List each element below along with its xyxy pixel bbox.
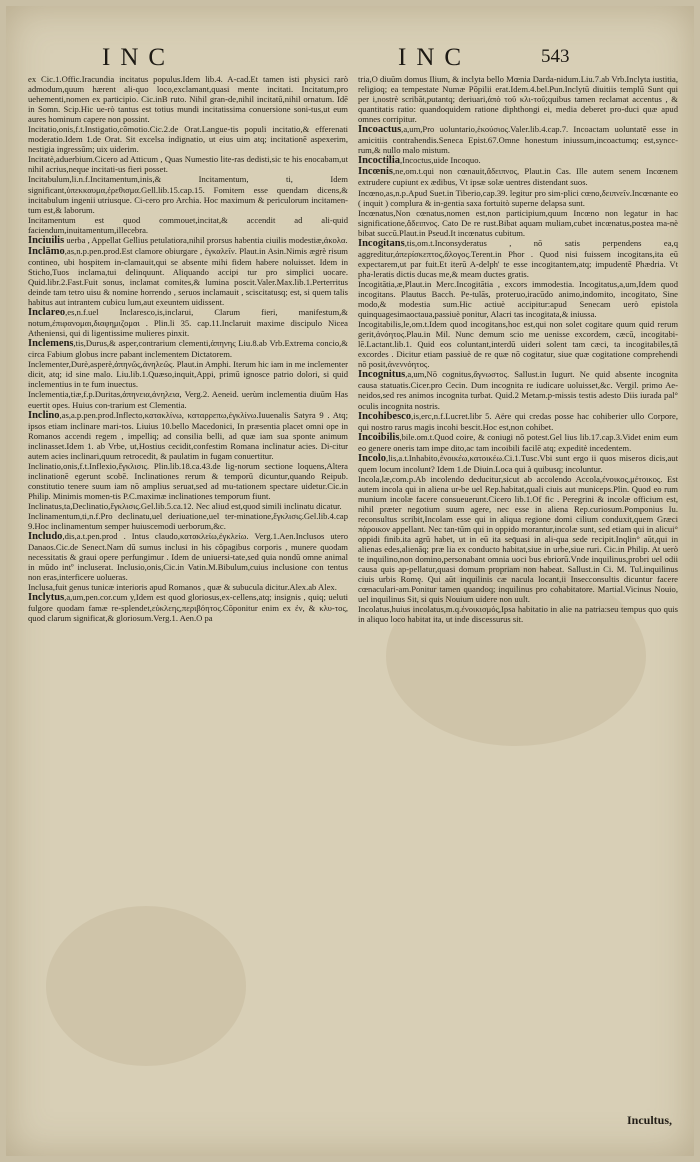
- entry-lemma: Incohibesco: [358, 410, 412, 422]
- dictionary-entry: [358, 74, 678, 124]
- entry-text: ,bile.om.t.Quod coire, & coniugi nō potest.Gel lius lib.17.cap.3.Videt enim eum eo genere oneris tam impe dito,ac tam incoibili facilē atq; expeditè incedentem.: [358, 431, 678, 453]
- entry-text: Incitamentum est quod commouet,incitat,& accendit ad ali-quid faciendum,inuitamentum,illecebra.: [28, 214, 348, 235]
- running-header: [6, 36, 694, 76]
- entry-text: Incola,læ,com.p.Ab incolendo deducitur,sicut ab accolendo Accola,ἐνοικος,μέτοικος. Est autem incola qui in aliena ur-be uel Rep.habitat,quali ciuis aut municeps.Plin. Quod eo rum munium incolæ facere consueuerunt.Cicero lib.1.Of fic . Peregrini & incolæ officium est, nihil præter negotium suum agere, nec esse in aliena Rep.curiosum.Pomponius Iu. reconsultus scribit,Incolam esse qui in aliqua regione domi cilium conduxit,quem Græci πάροικον appellant. Nec tan-tūm qui in oppido morantur,incolæ sunt, sed etiam qui in alicui° oppidi finib.ita agrū habet, ut in eū ita seq̄uasi in ali-qua sede recipit.Inqlin° aūt,qui in alienas edes,alienāq; præ lia ex conducto habitat,siue in urbe,siue ruri. Cic.in Philip. At uerò te inquilino,non domino,personabant omnia uoci bus ebriorū.Vnde inquilinus,probri uel odii causa quis ap-pellatur,quasi domum propriam non habeat. Sallust.in Ci. M. Tul.inquilinus ciuis urbis Romę. Qui aūt inquilinis cæ nacula locant,ii Insecconsultis dicuntur facere cœnaculari-am.Ponitur tamen quandoq; inquilinus pro cohabitatore. Martial.Vicinus Nouio, uel inquilinus Sit, si quis Nouium uidere non uult.: [358, 473, 678, 605]
- dictionary-entry: [358, 474, 678, 605]
- entry-text: ,a,um,Pro uoluntario,ἑκούσιος.Valer.lib.4.cap.7. Incoactam uoluntatē esse in amicitiis contrahendis.Seneca Epist.67.Omne honestum iniussum,incoactumq; est,syncc-rum,& nullo malo mistum.: [358, 124, 678, 156]
- entry-lemma: Inclytus: [28, 592, 65, 604]
- dictionary-entry: [28, 246, 348, 307]
- dictionary-entry: [28, 154, 348, 174]
- dictionary-entry: [28, 501, 348, 511]
- entry-lemma: Includo: [28, 531, 63, 543]
- dictionary-entry: [28, 307, 348, 338]
- dictionary-entry: [358, 208, 678, 238]
- entry-text: ex Cic.1.Offic.Iracundia incitatus populus.Idem lib.4. A-cad.Et tamen isti physici rarò admodum,quum hærent ali-quo loco,exclamant,quasi mente incitati. Incitatum,pro uehementi,nomen ex participio. Cic.inB ruto. Nihil gran-de,nihil incitatū,nihil ornatum. Idē in Somn. Scip.Hic ue-rò tantus est totius mundi incitatissima conuersione soni-tus,ut eum aures hominum capere non possint.: [28, 74, 348, 125]
- dictionary-entry: [28, 511, 348, 531]
- book-page: [6, 6, 694, 1156]
- dictionary-entry: [28, 359, 348, 389]
- entry-text: Inclusa,fuit genus tunicæ interioris apud Romanos , quæ & subucula dicitur.Alex.ab Alex.: [28, 582, 337, 593]
- entry-text: uerba , Appellat Gellius petulatiora,nihil prorsus habentia ciuilis modestiæ,ἀκολα.: [64, 234, 348, 245]
- dictionary-entry: [358, 155, 678, 166]
- entry-text: Inclinatus,ta,Declinatio,ἔγκλισις.Gel.lib.5.ca.12. Nec aliud est,quod simili inclinatu dicatur.: [28, 500, 342, 511]
- entry-text: Incolatus,huius incolatus,m.q.ἐνοικισμός,Ipsa habitatio in alie na patria:seu tempus quo quis in aliquo loco habitat ita, ut inde discessurus sit.: [358, 604, 678, 625]
- dictionary-entry: [358, 238, 678, 279]
- entry-text: ,a,um,Nō cognitus,ἄγνωστος. Sallust.in Iugurt. Ne quid absente incognita causa statuatis.Cicer.pro Cecin. Dum incognita re iudicare uoluisset,&c. Vergil. primo Ae-neidos,sed res animos incognita turbat. Quid.2 Metam.p-missis testis adesto Diis iurada pal° oculis incognita nostris.: [358, 369, 678, 411]
- catchword: Incultus,: [626, 1113, 672, 1127]
- entry-text: Incitatè,aduerbium.Cicero ad Atticum , Quas Numestio lite-ras dedisti,sic te his enocabam,ut nihil acrius,neque incitati-us fieri posset.: [28, 154, 348, 175]
- entry-lemma: Incoctilia: [358, 155, 400, 167]
- entry-text: Incœno,as,n.p.Apud Suet.in Tiberio,cap.39. legitur pro sim-plici cœno,δειπνεῖν.Incœnante eo ( inquit ) complura & in-gentia saxa fortuitò superne delapsa sunt.: [358, 187, 678, 208]
- entry-lemma: Incognitus: [358, 369, 406, 381]
- dictionary-entry: [28, 235, 348, 246]
- dictionary-entry: [358, 432, 678, 453]
- entry-lemma: Incoibilis: [358, 431, 400, 443]
- entry-text: Incitatio,onis,f.t.Instigatio,cōmotio.Cic.2.de Orat.Langue-tis populi incitatio,& efferenati moderatio.Idem 1.de Orat. Sit excelsa indignatio, ut eius uim atq; incitationē aspexerim, nestigia ingressūm; uix uiderim.: [28, 124, 348, 155]
- dictionary-entry: [358, 411, 678, 432]
- dictionary-entry: [28, 582, 348, 592]
- entry-lemma: Incogitans: [358, 237, 405, 249]
- entry-text: Incogitabilis,le,om.t.Idem quod incogitans,hoc est,qui non solet cogitare quum quid rerum gerit,ἀνόητος.Plau.in Mil. Nunc demum scio me uenisse excordem, cæcū, incogitabi-lē.Lactant.lib.1. Quid eos coluntant,interdū uideri solent tam cæci, ta incogitabiles,tā excordes . Dicitur etiam passiuè de re quæ nō cogitatur, siue quæ cogitatione comprehendi nō posit,ἀνεννόητος.: [358, 319, 678, 370]
- dictionary-entry: [28, 215, 348, 235]
- entry-lemma: Incœnis: [358, 166, 394, 178]
- entry-text: ,tis,Durus,& asper,contrarium clementi,ἀπηνης Liu.8.ab Vrb.Extrema concio,& circa Fabium globus incre pabant inclementem Dictatorem.: [28, 338, 348, 360]
- paper-stain: [46, 906, 246, 1066]
- dictionary-entry: [358, 124, 678, 155]
- dictionary-entry: [28, 174, 348, 214]
- entry-text: Inclementer,Durè,asperè,ἀπηνῶς,ἀνηλεῶς. Plaut.in Amphi. Iterum hic iam in me inclementer dicit, atq; id sine malo. Liu.lib.1.Quæso,inquit,Appi, primū ignosce patrio dolori, si quid inclementius in te fum inuectus.: [28, 359, 348, 390]
- entry-lemma: Inclareo: [28, 307, 66, 319]
- dictionary-entry: [358, 319, 678, 369]
- dictionary-entry: [358, 279, 678, 319]
- dictionary-entry: [28, 592, 348, 623]
- entry-text: ,Incoctus,uide Incoquo.: [400, 155, 481, 166]
- entry-lemma: Inclemens: [28, 338, 74, 350]
- entry-text: tria,O diuūm domus Ilium, & inclyta bello Mœnia Darda-nidum.Liu.7.ab Vrb.Inclyta iustitia, religioq; ea tempestate Numæ Pōpilii erat.Idem.4.bel.Pun.Inclytū diuitiis templū Sunt qui per i,nostrè scribāt,putantq; deriuari,ἀπὸ τοῦ κλι-τοῦ;quibus tamen reclamat accentus , & quantitatis ratio: quandoquidem ratione diphthongi ei, media deberet pro-duci quæ apud omnes corripitur.: [358, 74, 678, 125]
- entry-text: Incœnatus,Non cœnatus,nomen est,non participium,quum Incœno non legatur in hac significatione,ἄδειπνος. Cato De re rust.Bibat aquam muliam,cubet incœnatus,postea ma-nè bibat succū.Plaut.in Pseud.It incœnatus cubitum.: [358, 207, 678, 238]
- entry-text: ,ne,om.t.qui non cœnauit,ἄδειπνος, Plaut.in Cas. Ille autem senem Incœnem extrudere cupiunt ex ædibus, Vt ipsæ solæ uentres distendant suos.: [358, 166, 678, 188]
- right-column: [358, 74, 678, 625]
- dictionary-entry: [28, 410, 348, 461]
- entry-text: ,as,a.p.pen.prod.Inflecto,κατακλίνω, καταρρεπω,ἐγκλίνω.Iuuenalis Satyra 9 . Atq; ipsos etiam inclinare mari-tos. Liuius 10.bello Macedonici, In præsentia placet omni ope in Romanos accendi regem , impelliq; ad consilia belli, ad quæ iam sua sponte animum inclinasset.Idem 1. ab Vrbe, ut,Hostius cecidit,confestim Romana inclinatur acies. Di-citur autem acies inclinari,quum retrocedit, & paulatim in fugam conuertitur.: [28, 409, 348, 461]
- entry-text: Inclementia,tiæ,f.p.Duritas,ἀπηνεια,ἀνηλεια, Verg.2. Aeneid. uerùm inclementia diuūm Has euertit opes. Huius con-trarium est Clementia.: [28, 389, 348, 410]
- entry-lemma: Inclino: [28, 409, 60, 421]
- entry-text: ,a,um,pen.cor.cum y,Idem est quod gloriosus,ex-cellens,atq; insignis , quiq; ueluti fulgore quodam famæ re-splendet,εὐκλεης,περιβόητος.Cōponitur enim ex ἐν, & κλυ-τος, quod clarum significat,& gloriosum.Verg.1. Aen.O pa: [28, 592, 348, 624]
- left-column: [28, 74, 348, 624]
- entry-text: Inclinatio,onis,f.t.Inflexio,ἔγκλισις. Plin.lib.18.ca.43.de lig-norum sectione loquens,Altera inclinationē egerunt scobē. Inclinationes rerum & temporū dicuntur,quando Reipub. constitutio tenere suum iam nō amplius seruat,sed ad mu-tationem spectare uidetur.Cic.in Philip. Minimis momen-tis P.C.maximæ inclinationes temporum fiunt.: [28, 460, 348, 501]
- entry-text: ,is,erc,n.f.Lucret.libr 5. Aëre qui credas posse hac cohiberier ullo Corpore, qui nostro rarus magis incohi bescit.Hoc est,non cohibet.: [358, 410, 678, 432]
- entry-lemma: Inciuilis: [28, 234, 65, 246]
- entry-lemma: Inclāmo: [28, 245, 65, 257]
- entry-text: ,tis,om.t.Inconsyderatus , nō satis perpendens ea,q aggreditur,ἀπερίσκεπτος,ἄλογος.Terent.in Phor . Quod nisi fuissem incogitans,ita eū expectarem,ut par fuit.Et iterū A-delph' te esse incogitantem,atq; impudentē Phædria. Vt pha-leratis dictis ducas me,& meam ductes gratis.: [358, 237, 678, 279]
- entry-text: Incitabulum,li.n.f.Incitamentum,inis,& Incitamentum, ti, Idem significant,ὑπεκκαυμα,ἐρεθισμα.Gell.lib.15.cap.15. Fomitem esse quendam dicens,& incitabulum ingenii utriusque. Ci-cero pro Archia. Hoc maximum & periculorum incitamen-tum est,& laborum.: [28, 174, 348, 215]
- entry-text: Inclinamentum,ti,n.f.Pro declinatu,uel deriuatione,uel ter-minatione,ἔγκλισις.Gel.lib.4.cap 9.Hoc inclinamentum semper huiuscemodi uerborum,&c.: [28, 511, 348, 532]
- dictionary-entry: [358, 166, 678, 187]
- entry-text: Incogitātia,æ,Plaut.in Merc.Incogitātia , excors immodestia. Incogitatus,a,um,Idem quod incogitans. Plautus Bacch. Pe-tulās, proteruo,iracūdo animo,indomito, incogitato, Sine modo,& modestia sum.Hic actiuè accipitur:apud Senecam uerò epistola quinquagesimaoctaua,passiuè ponitur, Alacri tas incogitata,& iniussa.: [358, 278, 678, 320]
- dictionary-entry: [358, 604, 678, 624]
- dictionary-entry: [358, 188, 678, 208]
- header-left-word: INC: [102, 44, 176, 71]
- entry-text: ,lis,a.t.Inhabito,ἐνοικέω,κατοικέω.Ci.1.Tusc.Vbi sunt ergo ii quos miseros dicis,aut quem locum incolunt? Idem 1.de Diuin.Loca qui à quibusq; incoluntur.: [358, 452, 678, 474]
- dictionary-entry: [28, 74, 348, 124]
- entry-lemma: Incolo: [358, 452, 387, 464]
- dictionary-entry: [28, 389, 348, 409]
- entry-text: ,dis,a.t.pen.prod . Intus claudo,κατακλείω,ἐγκλείω. Verg.1.Aen.Inclusos utero Danaos.Cic.de Senect.Nam dū sumus inclusi in his cōpagibus corporis , munere quodam necessitatis & graui opere perfungimur . Idem de uniuersi-tate,sed quia nondū omne animal in mūdo intº incluserat. Inclusio,onis,Cic.in Vatin.M.Bibulum,cuius inclusione con tentus non eras,interficere uolueras.: [28, 531, 348, 583]
- page-number: 543: [541, 46, 570, 67]
- dictionary-entry: [28, 124, 348, 154]
- entry-text: ,es,n.f.uel Inclaresco,is,inclarui, Clarum fieri, manifestum,& notum,ἐπιφανομαι,διαφημιζομαι . Plin.li 35. cap.11.Inclaruit maxime discipulo Nicea Atheniensi, qui di ligentissime mulieres pinxit.: [28, 307, 348, 339]
- dictionary-entry: [358, 369, 678, 410]
- entry-lemma: Incoactus: [358, 124, 402, 136]
- dictionary-entry: [358, 453, 678, 474]
- dictionary-entry: [28, 461, 348, 501]
- header-right-word: INC: [398, 44, 472, 71]
- entry-text: ,as,n.p.pen.prod.Est clamore obiurgare , ἐγκαλεῖν. Plaut.in Asin.Nimis ægrè risum contineo, ubi hospitem in-clamauit,qui se absente mihi fidem habere noluisset. Idem in Sticho,Tuos inclama,tui delinquunt. Aliquando accipi tur pro simplici uocare. Quid.libr.2.Fast.Fuit sonus, inclamat comites,& lumina poscit.Valer.Max.lib.1.Perterritus deinde tam tetro uisu & nomine horrendo , seruos inclamauit , sciscitatusq; est, si quem talis habitus aut intrantem cubicu lum,aut exeuntem uidissent.: [28, 245, 348, 308]
- dictionary-entry: [28, 531, 348, 582]
- dictionary-entry: [28, 338, 348, 359]
